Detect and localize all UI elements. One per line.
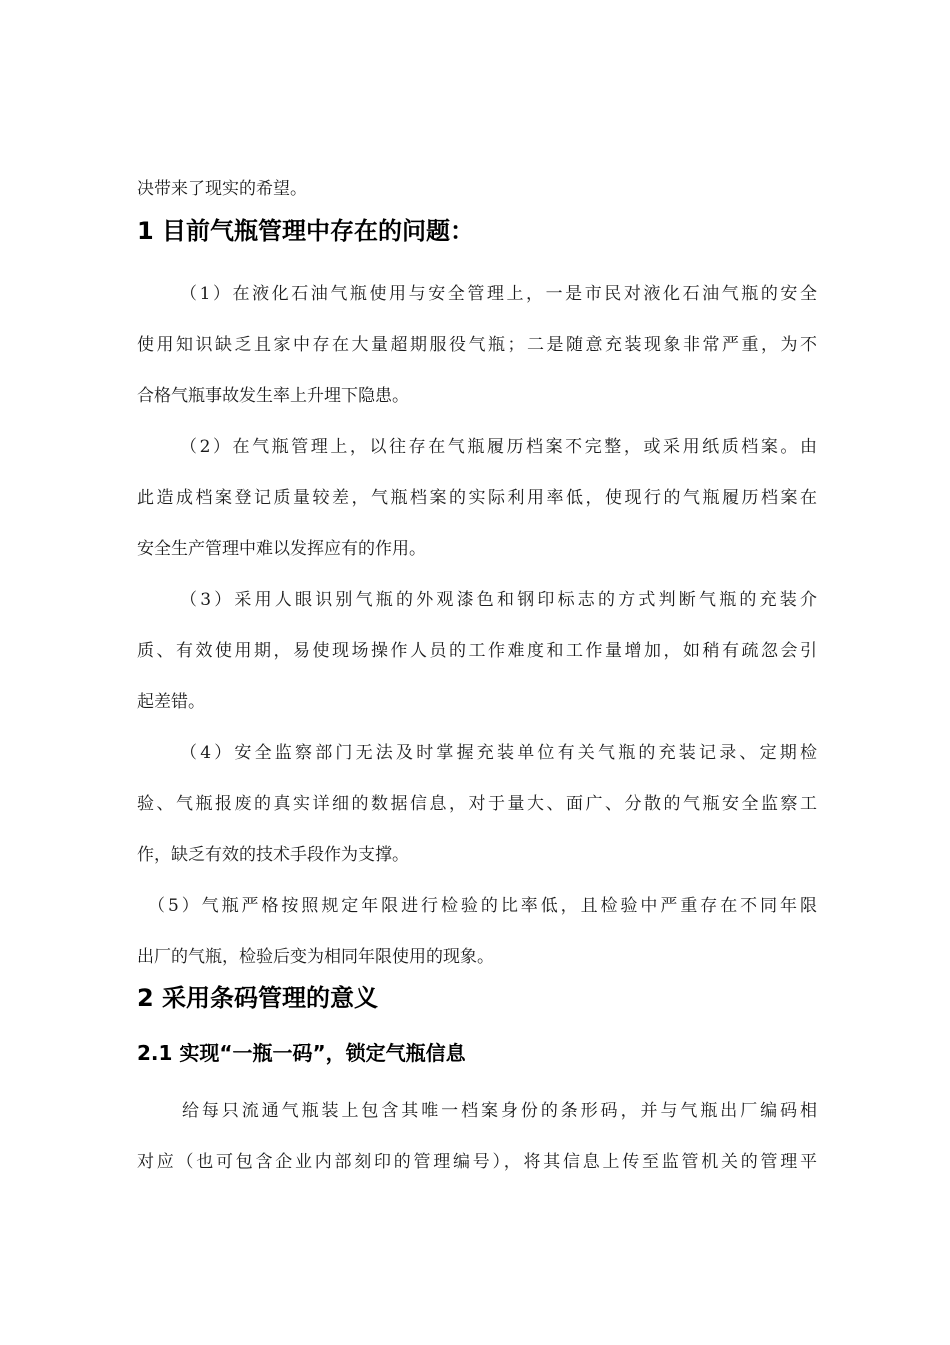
subsection-heading: 2.1 实现“一瓶一码”，锁定气瓶信息 — [137, 1041, 466, 1065]
section-heading-2 — [137, 983, 378, 1013]
paragraph-line: 使用知识缺乏且家中存在大量超期服役气瓶；二是随意充装现象非常严重，为不 — [137, 335, 817, 355]
paragraph-line: 安全生产管理中难以发挥应有的作用。 — [137, 539, 426, 559]
paragraph-line: 对应（也可包含企业内部刻印的管理编号），将其信息上传至监管机关的管理平 — [137, 1152, 817, 1172]
paragraph-line: 起差错。 — [137, 692, 205, 712]
section-heading-1: 1 目前气瓶管理中存在的问题： — [137, 217, 475, 245]
paragraph-line: （4）安全监察部门无法及时掌握充装单位有关气瓶的充装记录、定期检 — [180, 743, 817, 763]
paragraph-line: （1）在液化石油气瓶使用与安全管理上，一是市民对液化石油气瓶的安全 — [180, 284, 817, 304]
paragraph-line: 验、气瓶报废的真实详细的数据信息，对于量大、面广、分散的气瓶安全监察工 — [137, 794, 817, 814]
paragraph-line: 合格气瓶事故发生率上升埋下隐患。 — [137, 386, 409, 406]
paragraph-line: 质、有效使用期，易使现场操作人员的工作难度和工作量增加，如稍有疏忽会引 — [137, 641, 817, 661]
paragraph-line: 出厂的气瓶，检验后变为相同年限使用的现象。 — [137, 947, 494, 967]
paragraph-line: 作，缺乏有效的技术手段作为支撑。 — [137, 845, 409, 865]
section-heading-2-text: 2 采用条码管理的意义 — [137, 984, 379, 1012]
paragraph-line: （5）气瓶严格按照规定年限进行检验的比率低，且检验中严重存在不同年限 — [148, 896, 817, 916]
paragraph-line: 给每只流通气瓶装上包含其唯一档案身份的条形码，并与气瓶出厂编码相 — [182, 1101, 817, 1121]
paragraph-line: 决带来了现实的希望。 — [137, 179, 307, 199]
paragraph-line: （3）采用人眼识别气瓶的外观漆色和钢印标志的方式判断气瓶的充装介 — [180, 590, 817, 610]
paragraph-line: 此造成档案登记质量较差，气瓶档案的实际利用率低，使现行的气瓶履历档案在 — [137, 488, 817, 508]
paragraph-line: （2）在气瓶管理上，以往存在气瓶履历档案不完整，或采用纸质档案。由 — [180, 437, 817, 457]
